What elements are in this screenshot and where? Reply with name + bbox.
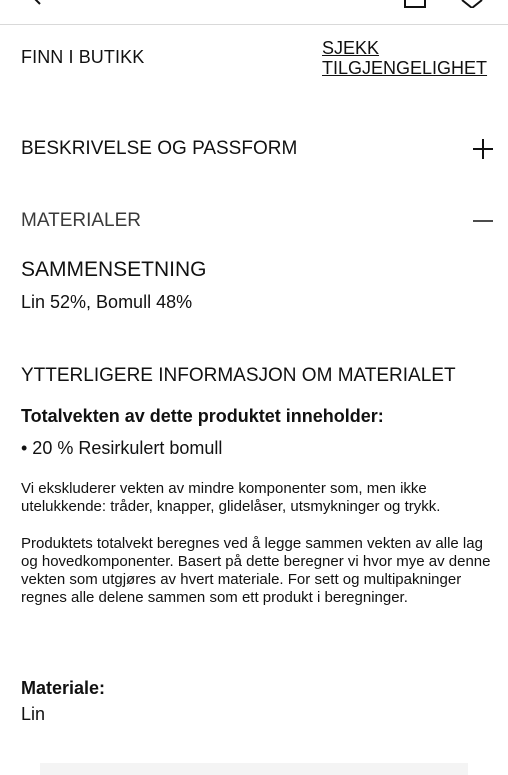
additional-material-info-heading: YTTERLIGERE INFORMASJON OM MATERIALET: [21, 365, 456, 386]
excluded-components-text: Vi ekskluderer vekten av mindre komponenter som, men ikke utelukkende: tråder, knapper, glidelåser, utsmykninger og trykk.: [21, 480, 441, 515]
find-in-store-label: FINN I BUTIKK: [21, 47, 145, 67]
check-availability-link[interactable]: [322, 38, 487, 78]
check-availability-line-2: TILGJENGELIGHET: [322, 58, 488, 78]
description-fit-accordion[interactable]: [21, 138, 496, 162]
heart-icon[interactable]: [458, 0, 486, 8]
minus-icon[interactable]: [471, 209, 495, 233]
materials-accordion[interactable]: [21, 210, 496, 234]
shopping-bag-icon[interactable]: [402, 0, 428, 8]
top-navigation-bar: [0, 0, 508, 25]
check-availability-line-1: SJEKK: [322, 38, 380, 58]
bottom-button-edge: [40, 763, 468, 775]
description-fit-label: BESKRIVELSE OG PASSFORM: [21, 138, 298, 159]
material-heading: Materiale:: [21, 678, 106, 698]
material-value: Lin: [21, 704, 46, 724]
plus-icon[interactable]: [471, 137, 495, 161]
recycled-cotton-item: • 20 % Resirkulert bomull: [21, 438, 223, 458]
chevron-left-icon[interactable]: [26, 0, 46, 6]
materials-label: MATERIALER: [21, 210, 142, 231]
total-weight-explanation-text: Produktets totalvekt beregnes ved å legge sammen vekten av alle lag og hovedkomponenter. Basert på dette beregner vi hvor mye av denne vekten som utgjøres av hvert materiale. For sett og multipakninger regnes alle delene sammen som ett produkt i beregninger.: [21, 535, 491, 606]
composition-heading: SAMMENSETNING: [21, 258, 207, 281]
composition-value: Lin 52%, Bomull 48%: [21, 292, 193, 312]
total-weight-heading: Totalvekten av dette produktet inneholder:: [21, 406, 384, 426]
